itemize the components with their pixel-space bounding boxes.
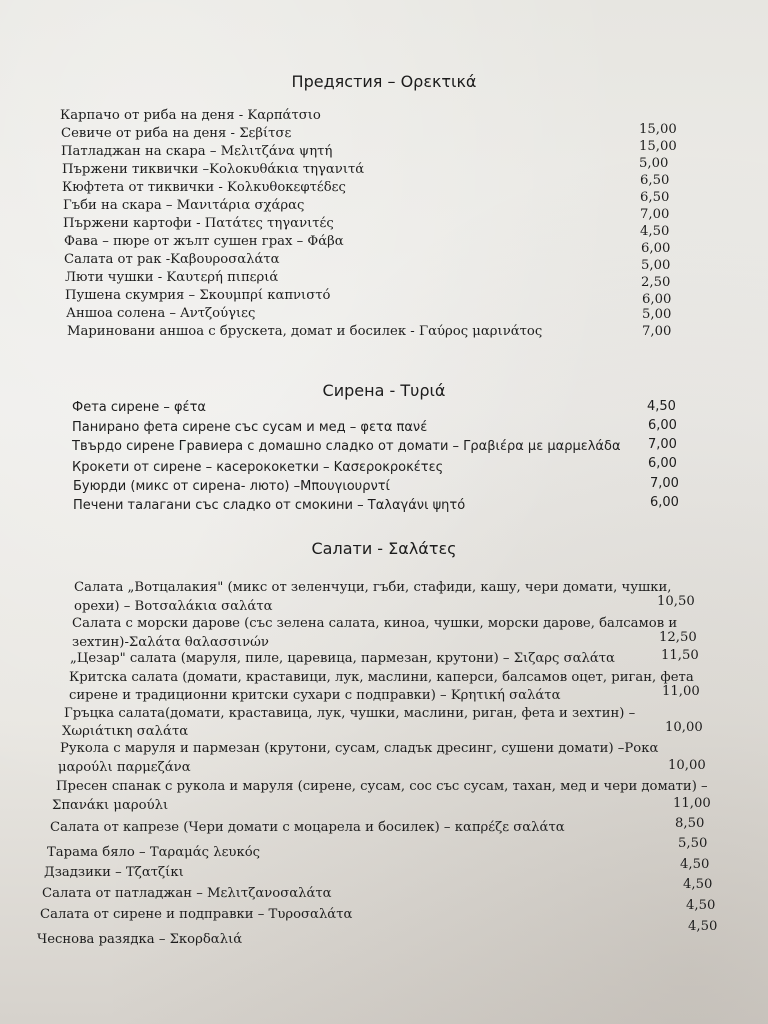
section-title-appetizers: Предястия – Ορεκτικά: [291, 72, 477, 91]
item-price: 4,50: [640, 224, 670, 239]
item-price: 11,50: [661, 648, 699, 663]
item-price: 12,50: [659, 630, 697, 645]
item-price: 10,00: [668, 758, 706, 773]
item-price: 4,50: [683, 877, 713, 892]
item-price: 7,00: [648, 437, 677, 452]
item-price: 6,00: [641, 241, 671, 256]
item-price: 15,00: [639, 122, 677, 137]
item-price: 6,50: [640, 173, 670, 188]
item-price: 6,00: [648, 456, 677, 471]
item-price: 11,00: [673, 796, 711, 811]
item-price: 5,00: [641, 258, 671, 273]
item-price: 4,50: [680, 857, 710, 872]
item-price: 6,00: [648, 418, 677, 433]
item-price: 8,50: [675, 816, 705, 831]
item-price: 6,00: [642, 292, 672, 307]
item-price: 7,00: [640, 207, 670, 222]
item-price: 5,50: [678, 836, 708, 851]
item-price: 7,00: [650, 476, 679, 491]
item-price: 10,00: [665, 720, 703, 735]
item-price: 7,00: [642, 324, 672, 339]
menu-sheet: Предястия – Ορεκτικά Карпачо от риба на деня - Καρπάτσιο Севиче от риба на деня - Σεβίτσε Патладжан на скара – Μελιτζάνα ψητή Пържени тиквички –Κολοκυθάκια τηγανιτά Кюфтета от тиквички - Κολκυθοκεφτέδες Гъби на скара – Μανιτάρια σχάρας Пържени картофи - Πατάτες τηγανιτές Фава – пюре от жълт сушен грах – Φάβα Салата от рак -Καβουροσαλάτα Люти чушки - Καυτερή πιπεριά Пушена скумрия – Σκουμπρί καπνιστό Аншоа солена – Αντζούγιες Мариновани аншоа с брускета, домат и босилек - Γαύρος μαρινάτος 15,00 15,00 5,00 6,50 6,50 7,00 4,50 6,00 5,00 2,50 6,00 5,00 7,00 Сирена - Τυριά Фета сирене – φέτα Панирано фета сирене със сусам и мед – φετα πανέ Твърдо сирене Гравиера с домашно сладко от домати – Γραβιέρα με μαρμελάδα Крокети от сирене – касерококетки – Κασεροκροκέτες Буюрди (микс от сирена- люто) –Μπουγιουρντί Печени талагани със сладко от смокини – Ταλαγάνι ψητό 4,50 6,00 7,00 6,00 7,00 6,00 Салати - Σαλάτες Салата „Вотцалакия" (микс от зеленчуци, гъби, стафиди, кашу, чери домати, чушки, орехи) – Βοτσαλάκια σαλάτα 10,50 Салата с морски дарове (със зелена салата, киноа, чушки, морски дарове, балсамов и зехтин)-Σαλάτα θαλασσινών 12,50 „Цезар" салата (маруля, пиле, царевица, пармезан, крутони) – Σιζαρς σαλάτα 11,50 Критска салата (домати, краставици, лук, маслини, каперси, балсамов оцет, риган, фета сирене и традиционни критски сухари с подправки) – Κρητική σαλάτα 11,00 Гръцка салата(домати, краставица, лук, чушки, маслини, риган, фета и зехтин) – Χωριάτικη σαλάτα 10,00 Рукола с маруля и пармезан (крутони, сусам, сладък дресинг, сушени домати) –Ροκα μαρούλι παρμεζάνα 10,00 Пресен спанак с рукола и маруля (сирене, сусам, сос със сусам, тахан, мед и чери домати) – Σπανάκι μαρούλι 11,00 Салата от капрезе (Чери домати с моцарела и босилек) – καπρέζε σαλάτα 8,50 Тарама бяло – Ταραμάς λευκός 5,50 Дзадзики – Τζατζίκι 4,50 Салата от патладжан – Μελιτζανοσαλάτα 4,50 Салата от сирене и подправки – Τυροσαλάτα 4,50 Чеснова разядка – Σκορδαλιά 4,50: [0, 0, 768, 1024]
item-price: 15,00: [639, 139, 677, 154]
item-price: 4,50: [688, 919, 718, 934]
item-price: 5,00: [639, 156, 669, 171]
section-title-cheeses: Сирена - Τυριά: [322, 381, 446, 400]
item-price: 2,50: [641, 275, 671, 290]
item-price: 5,00: [642, 307, 672, 322]
item-price: 4,50: [686, 898, 716, 913]
item-price: 6,50: [640, 190, 670, 205]
section-title-salads: Салати - Σαλάτες: [311, 539, 457, 558]
item-price: 4,50: [647, 399, 676, 414]
item-price: 10,50: [657, 594, 695, 609]
item-price: 6,00: [650, 495, 679, 510]
item-price: 11,00: [662, 684, 700, 699]
